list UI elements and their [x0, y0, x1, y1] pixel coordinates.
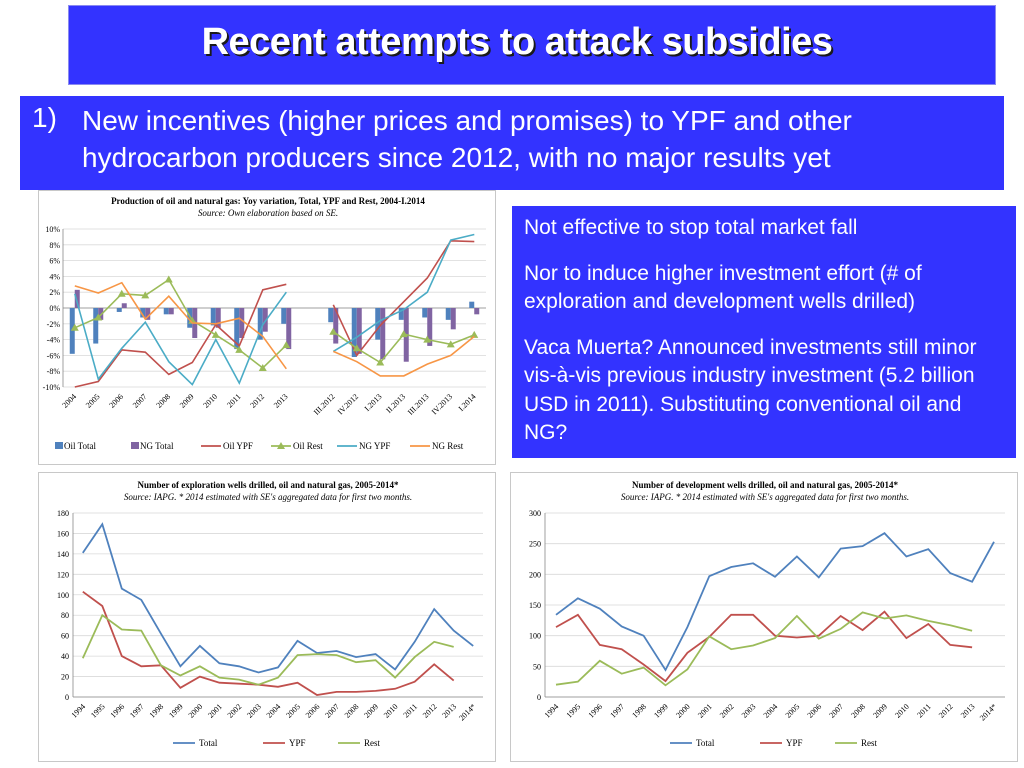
x-tick-label: 1994 — [542, 702, 561, 720]
x-tick-label: 2001 — [696, 702, 714, 720]
x-tick-label: 2005 — [783, 702, 802, 720]
x-tick-label: II.2013 — [384, 392, 408, 415]
x-tick-label: 2001 — [206, 702, 224, 720]
x-tick-label: 2006 — [303, 702, 322, 720]
chart-subtitle: Source: IAPG. * 2014 estimated with SE's aggregated data for first two months. — [620, 492, 910, 502]
legend-label-rest: Rest — [364, 738, 381, 748]
legend-label-oil-total: Oil Total — [64, 441, 96, 451]
legend-label-ng-rest: NG Rest — [432, 441, 464, 451]
line-ypf — [556, 612, 972, 681]
x-tick-label: 2008 — [342, 702, 361, 720]
y-tick-label: 100 — [529, 631, 541, 641]
legend-label-ypf: YPF — [289, 738, 306, 748]
commentary-box — [512, 206, 1016, 458]
production-variation-chart — [38, 190, 496, 465]
y-tick-label: -6% — [46, 351, 60, 361]
x-tick-label: 2006 — [805, 702, 824, 720]
bar-oil-total-quarterly — [446, 308, 451, 320]
x-tick-label: 2009 — [177, 392, 196, 410]
legend-label-rest: Rest — [861, 738, 878, 748]
legend-label-ypf: YPF — [786, 738, 803, 748]
y-tick-label: 250 — [529, 539, 541, 549]
legend-swatch-oil-total — [55, 442, 63, 449]
y-tick-label: -2% — [46, 319, 60, 329]
x-tick-label: 1998 — [630, 702, 648, 720]
development-wells-chart — [510, 472, 1018, 762]
x-tick-label: 2011 — [915, 702, 933, 720]
legend-label-ng-total: NG Total — [140, 441, 174, 451]
y-tick-label: 140 — [57, 549, 69, 559]
legend-label-oil-rest: Oil Rest — [293, 441, 323, 451]
y-tick-label: 50 — [533, 662, 541, 672]
bar-oil-total-quarterly — [328, 308, 333, 322]
x-tick-label: 1997 — [128, 702, 146, 720]
line-rest — [83, 615, 454, 685]
chart-title: Number of development wells drilled, oil and natural gas, 2005-2014* — [631, 480, 899, 490]
main-point-box — [20, 96, 1004, 190]
chart-subtitle: Source: IAPG. * 2014 estimated with SE's aggregated data for first two months. — [123, 492, 413, 502]
y-tick-label: 300 — [529, 509, 541, 518]
x-tick-label: III.2013 — [405, 392, 431, 417]
x-tick-label: 1999 — [652, 702, 670, 720]
x-tick-label: 2013 — [958, 702, 977, 720]
x-tick-label: 1995 — [564, 702, 583, 720]
x-tick-label: 2002 — [225, 702, 244, 720]
chart-title: Production of oil and natural gas: Yoy variation, Total, YPF and Rest, 2004-I.2014 — [111, 196, 425, 206]
y-tick-label: -10% — [42, 383, 60, 392]
x-tick-label: 2013 — [440, 702, 459, 720]
x-tick-label: 2002 — [717, 702, 736, 720]
legend-label-oil-ypf: Oil YPF — [223, 441, 253, 451]
y-tick-label: -8% — [46, 367, 60, 377]
marker-oil-rest — [212, 331, 220, 338]
x-tick-label: 2012 — [248, 392, 267, 410]
x-tick-label: 2003 — [245, 702, 263, 720]
x-tick-label: 2004 — [761, 702, 780, 720]
x-tick-label: 2009 — [871, 702, 889, 720]
x-tick-label: 2005 — [284, 702, 302, 720]
x-tick-label: 2012 — [936, 702, 955, 720]
y-tick-label: 2% — [49, 288, 60, 298]
x-tick-label: 2006 — [107, 392, 126, 410]
bar-ng-total-annual — [122, 303, 127, 308]
y-tick-label: 8% — [49, 240, 60, 250]
y-tick-label: 10% — [45, 225, 60, 234]
x-tick-label: 2009 — [362, 702, 381, 720]
x-tick-label: 1997 — [608, 702, 627, 720]
x-tick-label: 2014* — [977, 702, 999, 723]
y-tick-label: 0 — [537, 693, 541, 702]
production-variation-chart-svg — [39, 191, 497, 466]
x-tick-label: 2011 — [401, 702, 420, 720]
y-tick-label: 150 — [529, 601, 541, 610]
y-tick-label: 200 — [529, 570, 541, 580]
bar-oil-total-annual — [164, 308, 169, 314]
x-tick-label: 2008 — [849, 702, 868, 720]
y-tick-label: 4% — [49, 272, 60, 282]
x-tick-label: 2010 — [201, 392, 220, 410]
x-tick-label: III.2012 — [311, 392, 337, 417]
x-tick-label: 1994 — [69, 702, 88, 720]
bar-ng-total-quarterly — [474, 308, 479, 314]
point-number: 1) — [32, 102, 57, 133]
y-tick-label: 100 — [57, 590, 69, 600]
x-tick-label: 2005 — [83, 392, 102, 410]
exploration-wells-chart — [38, 472, 496, 762]
commentary-paragraph-1: Not effective to stop total market fall — [524, 216, 858, 239]
commentary-paragraph-2: Nor to induce higher investment effort (# of exploration and development wells drilled) — [524, 261, 922, 313]
bar-ng-total-quarterly — [451, 308, 456, 329]
point-text: New incentives (higher prices and promises) to YPF and other hydrocarbon producers since 2012, with no major results yet — [82, 105, 852, 173]
bar-oil-total-annual — [281, 308, 286, 324]
development-wells-chart-svg — [511, 473, 1019, 763]
x-tick-label: 1999 — [167, 702, 185, 720]
y-tick-label: 40 — [61, 652, 69, 662]
y-tick-label: 120 — [57, 570, 69, 580]
line-ng-rest-annual — [75, 283, 286, 369]
bar-oil-total-quarterly — [422, 308, 427, 317]
y-tick-label: 20 — [61, 672, 69, 682]
slide-title: Recent attempts to attack subsidies — [201, 20, 833, 63]
x-tick-label: 1998 — [147, 702, 166, 720]
x-tick-label: 1996 — [586, 702, 605, 720]
slide-title-bar — [68, 5, 996, 85]
x-tick-label: 2000 — [674, 702, 692, 720]
y-tick-label: 80 — [61, 611, 69, 621]
x-tick-label: 2004 — [60, 392, 79, 410]
y-tick-label: -4% — [46, 335, 60, 345]
x-tick-label: 2012 — [420, 702, 439, 720]
bar-ng-total-annual — [239, 308, 244, 338]
y-tick-label: 0% — [49, 304, 60, 313]
y-tick-label: 0 — [65, 693, 69, 702]
y-tick-label: 160 — [57, 529, 69, 539]
y-tick-label: 60 — [61, 631, 69, 641]
exploration-wells-chart-svg — [39, 473, 497, 763]
x-tick-label: 2004 — [264, 702, 283, 720]
x-tick-label: 2010 — [893, 702, 911, 720]
legend-label-ng-ypf: NG YPF — [359, 441, 391, 451]
x-tick-label: 2003 — [739, 702, 758, 720]
line-ypf — [83, 592, 454, 695]
bar-oil-total-annual — [211, 308, 216, 325]
legend-swatch-ng-total — [131, 442, 139, 449]
x-tick-label: 1996 — [108, 702, 127, 720]
x-tick-label: I.2013 — [362, 392, 384, 414]
bar-oil-total-annual — [93, 308, 98, 344]
y-tick-label: 6% — [49, 256, 60, 266]
x-tick-label: 2007 — [827, 702, 846, 720]
bar-oil-total-quarterly — [469, 302, 474, 308]
x-tick-label: IV.2012 — [335, 392, 361, 417]
x-tick-label: 2007 — [130, 392, 149, 410]
x-tick-label: IV.2013 — [429, 392, 455, 417]
chart-subtitle: Source: Own elaboration based on SE. — [197, 208, 339, 218]
x-tick-label: 2007 — [323, 702, 341, 720]
bar-oil-total-annual — [70, 308, 75, 354]
bar-ng-total-quarterly — [380, 308, 385, 359]
x-tick-label: 2000 — [186, 702, 205, 720]
x-tick-label: 1995 — [89, 702, 107, 720]
x-tick-label: 2008 — [154, 392, 173, 410]
bar-oil-total-annual — [117, 308, 122, 312]
y-tick-label: 180 — [57, 509, 69, 518]
chart-title: Number of exploration wells drilled, oil and natural gas, 2005-2014* — [137, 480, 399, 490]
commentary-paragraph-3: Vaca Muerta? Announced investments still minor vis-à-vis previous industry investment (5.2 billion USD in 2011). Substituting conventional oil and NG? — [524, 335, 977, 444]
legend-label-total: Total — [696, 738, 715, 748]
x-tick-label: 2011 — [225, 392, 243, 410]
legend-label-total: Total — [199, 738, 218, 748]
x-tick-label: 2010 — [381, 702, 400, 720]
x-tick-label: 2013 — [271, 392, 290, 410]
bar-ng-total-annual — [169, 308, 174, 314]
x-tick-label: 2014* — [457, 702, 478, 723]
line-total — [83, 524, 473, 672]
x-tick-label: I.2014 — [456, 392, 478, 414]
